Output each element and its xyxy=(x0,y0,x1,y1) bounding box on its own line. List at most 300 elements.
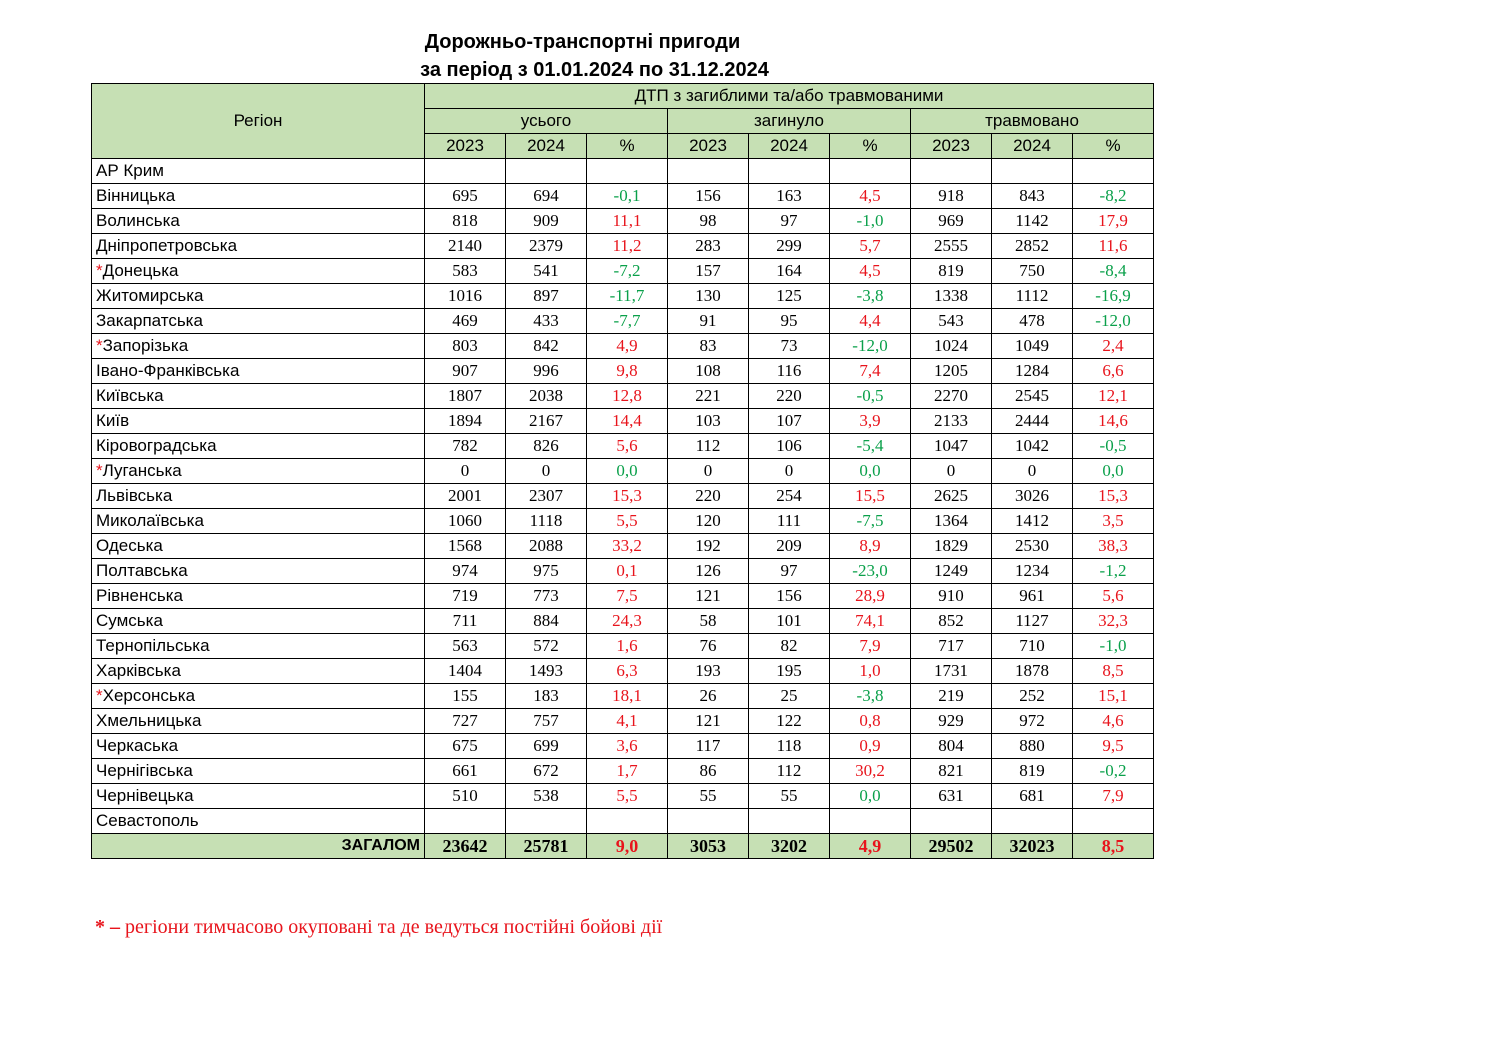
value-cell: 254 xyxy=(749,484,830,509)
value-cell: 108 xyxy=(668,359,749,384)
value-cell: 219 xyxy=(911,684,992,709)
value-cell: 2088 xyxy=(506,534,587,559)
region-label: Закарпатська xyxy=(96,311,203,330)
percent-cell: -0,5 xyxy=(830,384,911,409)
region-name xyxy=(92,409,425,434)
value-cell xyxy=(1073,809,1154,834)
region-label: Житомирська xyxy=(96,286,204,305)
percent-cell: 7,4 xyxy=(830,359,911,384)
value-cell: 583 xyxy=(425,259,506,284)
percent-cell: 5,6 xyxy=(1073,584,1154,609)
percent-cell: 5,5 xyxy=(587,784,668,809)
value-cell: 884 xyxy=(506,609,587,634)
percent-cell: 28,9 xyxy=(830,584,911,609)
table-row xyxy=(92,709,1154,734)
value-cell: 209 xyxy=(749,534,830,559)
percent-cell: 1,0 xyxy=(830,659,911,684)
value-cell: 918 xyxy=(911,184,992,209)
value-cell xyxy=(749,159,830,184)
value-cell: 1284 xyxy=(992,359,1073,384)
table-row xyxy=(92,759,1154,784)
total-label: ЗАГАЛОМ xyxy=(92,834,425,859)
occupied-mark: * xyxy=(96,336,103,355)
percent-cell: 17,9 xyxy=(1073,209,1154,234)
value-cell xyxy=(992,159,1073,184)
percent-cell: 3,6 xyxy=(587,734,668,759)
total-value-cell: 25781 xyxy=(506,834,587,859)
region-name xyxy=(92,334,425,359)
subheader-injured: травмовано xyxy=(911,109,1154,134)
value-cell: 283 xyxy=(668,234,749,259)
region-name xyxy=(92,734,425,759)
percent-cell: 14,6 xyxy=(1073,409,1154,434)
value-cell: 695 xyxy=(425,184,506,209)
value-cell: 910 xyxy=(911,584,992,609)
table-row xyxy=(92,634,1154,659)
total-percent-cell: 9,0 xyxy=(587,834,668,859)
occupied-mark: * xyxy=(96,686,103,705)
table-row xyxy=(92,384,1154,409)
value-cell: 2444 xyxy=(992,409,1073,434)
value-cell: 97 xyxy=(749,559,830,584)
value-cell xyxy=(1073,159,1154,184)
percent-cell: 5,7 xyxy=(830,234,911,259)
value-cell: 183 xyxy=(506,684,587,709)
occupied-mark: * xyxy=(96,261,103,280)
value-cell: 192 xyxy=(668,534,749,559)
value-cell: 252 xyxy=(992,684,1073,709)
percent-cell: -1,0 xyxy=(830,209,911,234)
footnote xyxy=(95,916,662,939)
percent-cell: 15,5 xyxy=(830,484,911,509)
percent-cell: 6,3 xyxy=(587,659,668,684)
percent-cell: -0,1 xyxy=(587,184,668,209)
percent-cell: 4,5 xyxy=(830,184,911,209)
percent-cell: -12,0 xyxy=(1073,309,1154,334)
footnote-mark: * – xyxy=(95,916,120,938)
table-row xyxy=(92,484,1154,509)
region-header: Регіон xyxy=(92,84,425,159)
region-label: Київ xyxy=(96,411,130,430)
value-cell: 478 xyxy=(992,309,1073,334)
percent-cell: -12,0 xyxy=(830,334,911,359)
value-cell: 1404 xyxy=(425,659,506,684)
value-cell: 719 xyxy=(425,584,506,609)
value-cell xyxy=(425,159,506,184)
value-cell: 433 xyxy=(506,309,587,334)
value-cell: 974 xyxy=(425,559,506,584)
total-value-cell: 32023 xyxy=(992,834,1073,859)
value-cell: 1042 xyxy=(992,434,1073,459)
region-name xyxy=(92,309,425,334)
table-row xyxy=(92,309,1154,334)
region-label: Харківська xyxy=(96,661,181,680)
value-cell: 112 xyxy=(668,434,749,459)
value-cell: 2270 xyxy=(911,384,992,409)
value-cell: 2133 xyxy=(911,409,992,434)
value-cell xyxy=(911,809,992,834)
region-label: Чернівецька xyxy=(96,786,194,805)
value-cell: 1118 xyxy=(506,509,587,534)
title-line-2: за період з 01.01.2024 по 31.12.2024 xyxy=(420,59,769,81)
region-label: Вінницька xyxy=(96,186,176,205)
value-cell: 1205 xyxy=(911,359,992,384)
value-cell: 220 xyxy=(749,384,830,409)
value-cell xyxy=(506,809,587,834)
percent-cell: 11,1 xyxy=(587,209,668,234)
region-label: Івано-Франківська xyxy=(96,361,240,380)
value-cell: 907 xyxy=(425,359,506,384)
region-label: Севастополь xyxy=(96,811,199,830)
percent-cell: 0,0 xyxy=(1073,459,1154,484)
accidents-table xyxy=(91,83,1154,859)
value-cell xyxy=(830,809,911,834)
table-row xyxy=(92,209,1154,234)
percent-cell: -8,2 xyxy=(1073,184,1154,209)
table-row xyxy=(92,234,1154,259)
value-cell: 969 xyxy=(911,209,992,234)
value-cell: 717 xyxy=(911,634,992,659)
region-label: Одеська xyxy=(96,536,163,555)
table-row xyxy=(92,509,1154,534)
value-cell: 843 xyxy=(992,184,1073,209)
percent-cell: 11,2 xyxy=(587,234,668,259)
percent-cell: 4,4 xyxy=(830,309,911,334)
value-cell: 972 xyxy=(992,709,1073,734)
value-cell: 299 xyxy=(749,234,830,259)
value-cell: 26 xyxy=(668,684,749,709)
value-cell: 2530 xyxy=(992,534,1073,559)
value-cell: 1829 xyxy=(911,534,992,559)
percent-cell: 32,3 xyxy=(1073,609,1154,634)
region-label: Тернопільська xyxy=(96,636,210,655)
value-cell: 757 xyxy=(506,709,587,734)
percent-cell: -16,9 xyxy=(1073,284,1154,309)
percent-cell: 18,1 xyxy=(587,684,668,709)
value-cell: 111 xyxy=(749,509,830,534)
percent-cell: 33,2 xyxy=(587,534,668,559)
value-cell: 2545 xyxy=(992,384,1073,409)
value-cell: 55 xyxy=(668,784,749,809)
percent-cell: -1,0 xyxy=(1073,634,1154,659)
value-cell: 86 xyxy=(668,759,749,784)
value-cell: 2307 xyxy=(506,484,587,509)
value-cell: 1016 xyxy=(425,284,506,309)
value-cell: 852 xyxy=(911,609,992,634)
value-cell: 1493 xyxy=(506,659,587,684)
percent-cell: 14,4 xyxy=(587,409,668,434)
value-cell xyxy=(830,159,911,184)
region-label: Черкаська xyxy=(96,736,179,755)
value-cell: 156 xyxy=(749,584,830,609)
value-cell: 1894 xyxy=(425,409,506,434)
col-header: 2023 xyxy=(911,134,992,159)
value-cell: 711 xyxy=(425,609,506,634)
region-name xyxy=(92,209,425,234)
value-cell: 1249 xyxy=(911,559,992,584)
value-cell: 821 xyxy=(911,759,992,784)
percent-cell: 15,3 xyxy=(587,484,668,509)
value-cell: 25 xyxy=(749,684,830,709)
region-label: Херсонська xyxy=(102,686,196,705)
value-cell: 681 xyxy=(992,784,1073,809)
value-cell: 672 xyxy=(506,759,587,784)
percent-cell: -7,5 xyxy=(830,509,911,534)
table-row xyxy=(92,559,1154,584)
value-cell: 541 xyxy=(506,259,587,284)
value-cell: 1338 xyxy=(911,284,992,309)
percent-cell: -5,4 xyxy=(830,434,911,459)
value-cell: 126 xyxy=(668,559,749,584)
value-cell: 0 xyxy=(668,459,749,484)
value-cell: 3026 xyxy=(992,484,1073,509)
percent-cell: 1,6 xyxy=(587,634,668,659)
value-cell: 975 xyxy=(506,559,587,584)
region-label: Львівська xyxy=(96,486,173,505)
value-cell: 83 xyxy=(668,334,749,359)
value-cell: 220 xyxy=(668,484,749,509)
subheader-total: усього xyxy=(425,109,668,134)
value-cell: 122 xyxy=(749,709,830,734)
table-row xyxy=(92,784,1154,809)
value-cell: 120 xyxy=(668,509,749,534)
region-label: Київська xyxy=(96,386,164,405)
percent-cell: 12,8 xyxy=(587,384,668,409)
region-label: Луганська xyxy=(102,461,182,480)
percent-cell: 3,9 xyxy=(830,409,911,434)
value-cell: 961 xyxy=(992,584,1073,609)
percent-cell: 7,9 xyxy=(830,634,911,659)
value-cell: 710 xyxy=(992,634,1073,659)
value-cell: 804 xyxy=(911,734,992,759)
value-cell: 1049 xyxy=(992,334,1073,359)
percent-cell: 4,1 xyxy=(587,709,668,734)
region-name xyxy=(92,634,425,659)
value-cell: 117 xyxy=(668,734,749,759)
region-name xyxy=(92,659,425,684)
region-name xyxy=(92,159,425,184)
value-cell: 101 xyxy=(749,609,830,634)
value-cell xyxy=(668,809,749,834)
percent-cell: 0,1 xyxy=(587,559,668,584)
total-value-cell: 23642 xyxy=(425,834,506,859)
table-row xyxy=(92,584,1154,609)
value-cell: 880 xyxy=(992,734,1073,759)
value-cell: 572 xyxy=(506,634,587,659)
value-cell xyxy=(506,159,587,184)
value-cell: 1807 xyxy=(425,384,506,409)
col-header: 2024 xyxy=(749,134,830,159)
region-name xyxy=(92,484,425,509)
percent-cell: -0,5 xyxy=(1073,434,1154,459)
total-percent-cell: 4,9 xyxy=(830,834,911,859)
value-cell: 107 xyxy=(749,409,830,434)
value-cell: 826 xyxy=(506,434,587,459)
region-label: Кіровоградська xyxy=(96,436,217,455)
value-cell: 0 xyxy=(749,459,830,484)
value-cell: 156 xyxy=(668,184,749,209)
percent-cell: 0,0 xyxy=(587,459,668,484)
region-name xyxy=(92,384,425,409)
value-cell xyxy=(587,809,668,834)
total-percent-cell: 8,5 xyxy=(1073,834,1154,859)
table-row xyxy=(92,734,1154,759)
percent-cell: 30,2 xyxy=(830,759,911,784)
table-row xyxy=(92,659,1154,684)
percent-cell: 8,5 xyxy=(1073,659,1154,684)
value-cell: 163 xyxy=(749,184,830,209)
value-cell: 164 xyxy=(749,259,830,284)
value-cell: 2625 xyxy=(911,484,992,509)
value-cell: 2167 xyxy=(506,409,587,434)
value-cell: 675 xyxy=(425,734,506,759)
table-row xyxy=(92,684,1154,709)
value-cell: 116 xyxy=(749,359,830,384)
percent-cell: 12,1 xyxy=(1073,384,1154,409)
percent-cell: -23,0 xyxy=(830,559,911,584)
value-cell xyxy=(587,159,668,184)
value-cell: 103 xyxy=(668,409,749,434)
table-row xyxy=(92,609,1154,634)
col-header: % xyxy=(587,134,668,159)
percent-cell: 4,6 xyxy=(1073,709,1154,734)
value-cell: 98 xyxy=(668,209,749,234)
table-row xyxy=(92,159,1154,184)
value-cell: 818 xyxy=(425,209,506,234)
value-cell: 125 xyxy=(749,284,830,309)
percent-cell: 2,4 xyxy=(1073,334,1154,359)
percent-cell: -7,7 xyxy=(587,309,668,334)
value-cell: 73 xyxy=(749,334,830,359)
region-name xyxy=(92,559,425,584)
percent-cell: 0,0 xyxy=(830,459,911,484)
value-cell: 0 xyxy=(992,459,1073,484)
region-label: Донецька xyxy=(102,261,179,280)
region-label: АР Крим xyxy=(96,161,164,180)
region-name xyxy=(92,234,425,259)
region-name xyxy=(92,284,425,309)
percent-cell: 4,5 xyxy=(830,259,911,284)
value-cell: 121 xyxy=(668,584,749,609)
value-cell: 909 xyxy=(506,209,587,234)
table-row xyxy=(92,809,1154,834)
col-header: % xyxy=(1073,134,1154,159)
value-cell: 996 xyxy=(506,359,587,384)
value-cell: 897 xyxy=(506,284,587,309)
value-cell: 106 xyxy=(749,434,830,459)
percent-cell: 15,3 xyxy=(1073,484,1154,509)
value-cell: 538 xyxy=(506,784,587,809)
percent-cell: 9,5 xyxy=(1073,734,1154,759)
total-value-cell: 3053 xyxy=(668,834,749,859)
value-cell: 0 xyxy=(425,459,506,484)
col-header: 2023 xyxy=(425,134,506,159)
region-name xyxy=(92,684,425,709)
region-name xyxy=(92,759,425,784)
region-label: Рівненська xyxy=(96,586,184,605)
value-cell: 543 xyxy=(911,309,992,334)
region-name xyxy=(92,359,425,384)
region-name xyxy=(92,584,425,609)
value-cell: 1878 xyxy=(992,659,1073,684)
value-cell: 819 xyxy=(992,759,1073,784)
value-cell: 819 xyxy=(911,259,992,284)
percent-cell: 74,1 xyxy=(830,609,911,634)
value-cell: 193 xyxy=(668,659,749,684)
region-label: Чернігівська xyxy=(96,761,193,780)
value-cell: 2038 xyxy=(506,384,587,409)
value-cell xyxy=(668,159,749,184)
value-cell: 118 xyxy=(749,734,830,759)
percent-cell: 8,9 xyxy=(830,534,911,559)
value-cell: 1024 xyxy=(911,334,992,359)
value-cell: 842 xyxy=(506,334,587,359)
table-row xyxy=(92,284,1154,309)
region-label: Сумська xyxy=(96,611,163,630)
value-cell: 1060 xyxy=(425,509,506,534)
col-header: 2024 xyxy=(992,134,1073,159)
region-label: Хмельницька xyxy=(96,711,202,730)
percent-cell: 0,9 xyxy=(830,734,911,759)
percent-cell: 1,7 xyxy=(587,759,668,784)
percent-cell: 11,6 xyxy=(1073,234,1154,259)
percent-cell: 24,3 xyxy=(587,609,668,634)
region-label: Полтавська xyxy=(96,561,188,580)
value-cell: 2852 xyxy=(992,234,1073,259)
value-cell: 803 xyxy=(425,334,506,359)
value-cell: 82 xyxy=(749,634,830,659)
value-cell: 661 xyxy=(425,759,506,784)
value-cell: 0 xyxy=(911,459,992,484)
percent-cell: 15,1 xyxy=(1073,684,1154,709)
col-header: % xyxy=(830,134,911,159)
value-cell: 469 xyxy=(425,309,506,334)
total-row xyxy=(92,834,1154,859)
region-name xyxy=(92,709,425,734)
value-cell: 1112 xyxy=(992,284,1073,309)
value-cell: 2001 xyxy=(425,484,506,509)
value-cell xyxy=(911,159,992,184)
value-cell: 1142 xyxy=(992,209,1073,234)
value-cell: 631 xyxy=(911,784,992,809)
value-cell: 97 xyxy=(749,209,830,234)
region-name xyxy=(92,609,425,634)
percent-cell: 4,9 xyxy=(587,334,668,359)
region-name xyxy=(92,784,425,809)
region-label: Запорізька xyxy=(102,336,189,355)
region-label: Миколаївська xyxy=(96,511,204,530)
percent-cell: 6,6 xyxy=(1073,359,1154,384)
value-cell: 773 xyxy=(506,584,587,609)
value-cell: 0 xyxy=(506,459,587,484)
subheader-killed: загинуло xyxy=(668,109,911,134)
table-row xyxy=(92,184,1154,209)
value-cell: 2555 xyxy=(911,234,992,259)
percent-cell: -8,4 xyxy=(1073,259,1154,284)
percent-cell: 0,0 xyxy=(830,784,911,809)
region-name xyxy=(92,534,425,559)
value-cell: 2140 xyxy=(425,234,506,259)
value-cell: 1731 xyxy=(911,659,992,684)
value-cell: 1364 xyxy=(911,509,992,534)
value-cell: 221 xyxy=(668,384,749,409)
percent-cell: -3,8 xyxy=(830,684,911,709)
value-cell: 91 xyxy=(668,309,749,334)
region-label: Волинська xyxy=(96,211,180,230)
region-name xyxy=(92,809,425,834)
value-cell: 1412 xyxy=(992,509,1073,534)
value-cell: 1127 xyxy=(992,609,1073,634)
